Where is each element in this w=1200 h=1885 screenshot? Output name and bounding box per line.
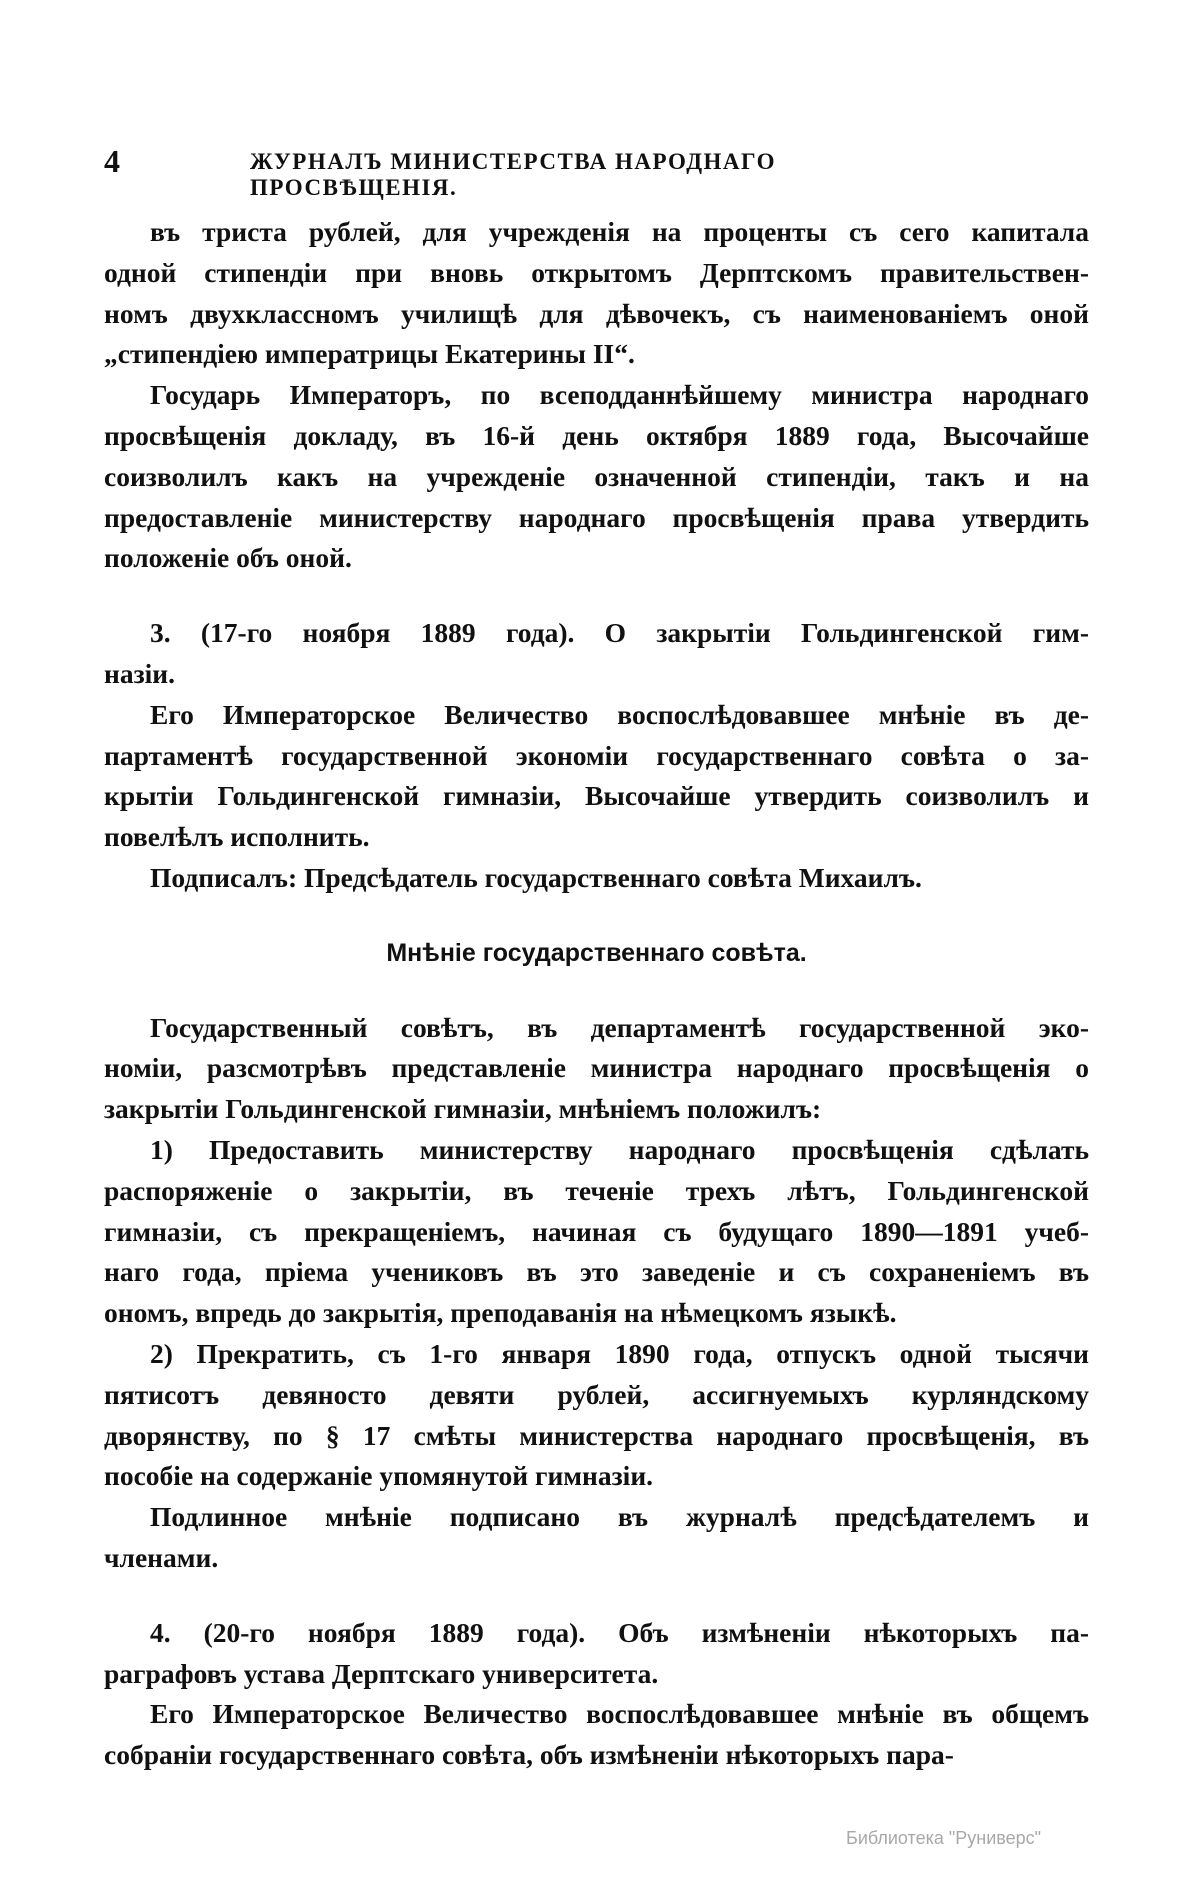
page-body (104, 212, 1089, 1776)
text-line: пятисотъ девяносто девяти рублей, ассигнуемыхъ курляндскому (104, 1378, 1089, 1410)
text-line: Государь Императоръ, по всеподданнѣйшему министра народнаго (150, 379, 1089, 411)
text-line: Его Императорское Величество воспослѣдовавшее мнѣніе въ де- (150, 698, 1089, 730)
text-line: 2) Прекратить, съ 1-го января 1890 года, отпускъ одной тысячи (150, 1337, 1089, 1369)
text-line: пособіе на содержаніе упомянутой гимназіи. (104, 1460, 654, 1492)
journal-title: ЖУРНАЛЪ МИНИСТЕРСТВА НАРОДНАГО ПРОСВѢЩЕНІЯ. (250, 149, 776, 200)
text-line: партаментѣ государственной экономіи государственнаго совѣта о за- (104, 739, 1089, 771)
text-line: Его Императорское Величество воспослѣдовавшее мнѣніе въ общемъ (150, 1698, 1089, 1730)
text-line: распоряженіе о закрытіи, въ теченіе трехъ лѣтъ, Гольдингенской (104, 1174, 1089, 1206)
text-line: предоставленіе министерству народнаго просвѣщенія права утвердить (104, 501, 1089, 533)
text-line: номъ двухклассномъ училищѣ для дѣвочекъ, съ наименованіемъ оной (104, 297, 1089, 329)
text-line: дворянству, по § 17 смѣты министерства народнаго просвѣщенія, въ (104, 1419, 1089, 1451)
text-line: въ триста рублей, для учрежденія на проценты съ сего капитала (150, 216, 1089, 247)
item-title-line: назіи. (104, 657, 176, 689)
text-line: „стипендіею императрицы Екатерины II“. (104, 338, 635, 370)
text-line: членами. (104, 1541, 219, 1573)
text-line: Подписалъ: Предсѣдатель государственнаго совѣта Михаилъ. (150, 861, 922, 893)
text-line: собраніи государственнаго совѣта, объ измѣненіи нѣкоторыхъ пара- (104, 1739, 954, 1771)
library-watermark: Библиотека "Руниверс" (846, 1828, 1042, 1848)
item-title-line: раграфовъ устава Дерптскаго университета. (104, 1657, 659, 1689)
text-line: закрытіи Гольдингенской гимназіи, мнѣніемъ положилъ: (104, 1093, 822, 1125)
text-line: 1) Предоставить министерству народнаго просвѣщенія сдѣлать (150, 1133, 1089, 1165)
text-line: повелѣлъ исполнить. (104, 821, 370, 853)
text-line: одной стипендіи при вновь открытомъ Дерптскомъ правительствен- (104, 256, 1089, 288)
text-line: Государственный совѣтъ, въ департаментѣ государственной эко- (150, 1011, 1089, 1043)
text-line: Подлинное мнѣніе подписано въ журналѣ предсѣдателемъ и (150, 1501, 1089, 1533)
text-line: ономъ, впредь до закрытія, преподаванія на нѣмецкомъ языкѣ. (104, 1297, 897, 1329)
text-line: наго года, пріема учениковъ въ это заведеніе и съ сохраненіемъ въ (104, 1256, 1089, 1288)
item-title-line: 3. (17-го ноября 1889 года). О закрытіи Гольдингенской гим- (150, 617, 1089, 649)
text-line: положеніе объ оной. (104, 542, 352, 574)
text-line: соизволилъ какъ на учрежденіе означенной стипендіи, такъ и на (104, 460, 1089, 492)
page-number: 4 (104, 143, 120, 179)
item-title-line: 4. (20-го ноября 1889 года). Объ измѣненіи нѣкоторыхъ па- (150, 1616, 1089, 1648)
text-line: гимназіи, съ прекращеніемъ, начиная съ будущаго 1890—1891 учеб- (104, 1215, 1089, 1247)
section-heading: Мнѣніе государственнаго совѣта. (386, 938, 807, 967)
text-line: номіи, разсмотрѣвъ представленіе министра народнаго просвѣщенія о (104, 1052, 1089, 1084)
text-line: крытіи Гольдингенской гимназіи, Высочайше утвердить соизволилъ и (104, 780, 1089, 812)
running-header (104, 143, 984, 200)
text-line: просвѣщенія докладу, въ 16-й день октября 1889 года, Высочайше (104, 419, 1089, 451)
